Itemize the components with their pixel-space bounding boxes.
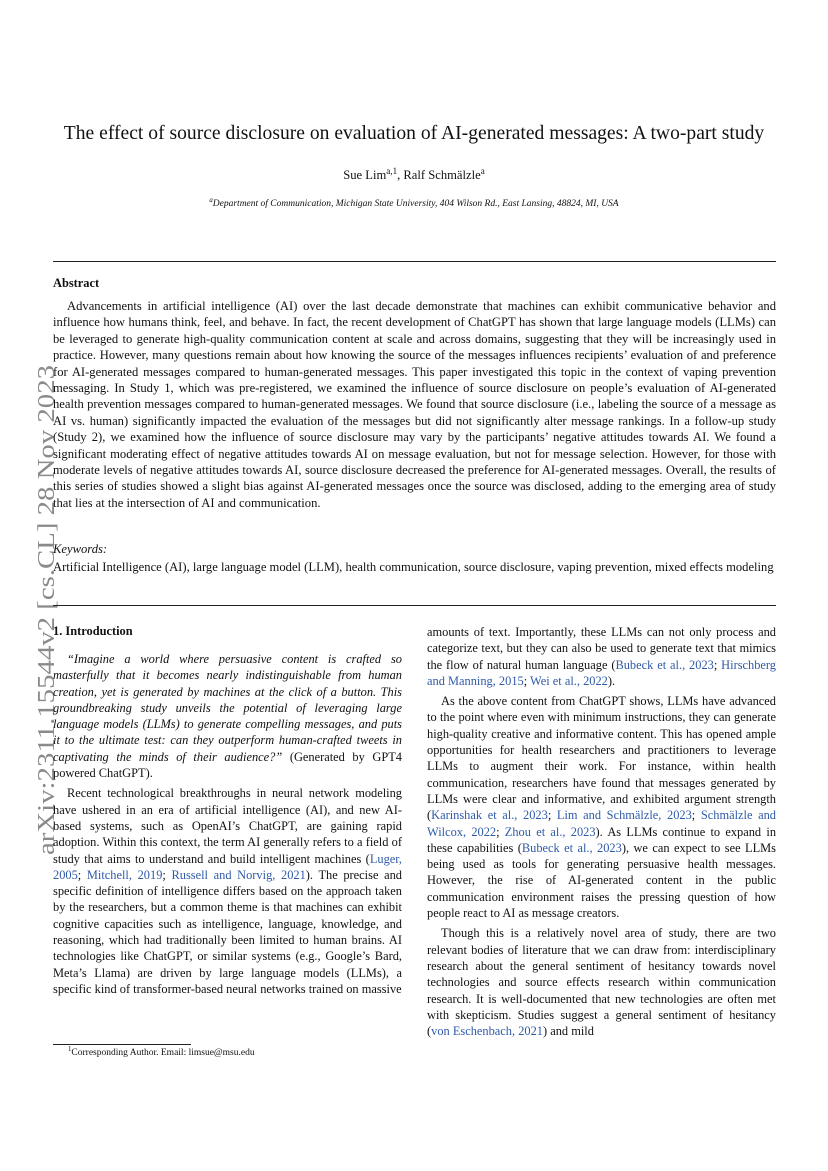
top-rule <box>53 261 776 262</box>
affiliation-text: Department of Communication, Michigan State University, 404 Wilson Rd., East Lansing, 48824, MI, USA <box>212 199 619 209</box>
intro-paragraph <box>53 785 402 997</box>
author-superscript: a,1 <box>386 165 398 176</box>
citation-link[interactable]: Russell and Norvig, 2021 <box>171 867 306 882</box>
citation-link[interactable]: Bubeck et al., 2023 <box>615 657 714 672</box>
abstract-body: Advancements in artificial intelligence (AI) over the last decade demonstrate that machines can exhibit communicative behavior and influence how humans think, feel, and behave. In fact, the recent development of ChatGPT has shown that large language models (LLMs) can be leveraged to generate high-quality communication content at scale and across domains, suggesting that they will be increasingly used in practice. However, many questions remain about how knowing the source of the messages influences recipients’ evaluation of and preference for AI-generated messages compared to human-generated messages. This paper investigated this topic in the context of vaping prevention messaging. In Study 1, which was pre-registered, we examined the influence of source disclosure on people’s evaluation of AI-generated health prevention messages compared to human-generated messages. We found that source disclosure (i.e., labeling the source of a message as AI vs. human) significantly impacted the evaluation of the messages but did not significantly alter message rankings. In a follow-up study (Study 2), we examined how the influence of source disclosure may vary by the participants’ negative attitudes towards AI. We found a significant moderating effect of negative attitudes towards AI on message evaluation, but not for message selection. However, for those with moderate levels of negative attitudes towards AI, source disclosure decreased the preference for AI-generated messages. Overall, the results of this series of studies showed a slight bias against AI-generated messages once the source was disclosed, adding to the emerging area of study that lies at the intersection of AI and communication. <box>53 299 776 510</box>
author-name: Ralf Schmälzle <box>403 168 481 182</box>
footnote-rule <box>53 1044 191 1045</box>
citation-separator: ; <box>713 657 722 672</box>
paragraph-text: ). The precise and specific definition of intelligence differs based on the approach taken by the researchers, but a common theme is that machines can exhibit cognitive capacities such as intelligence, language, knowledge, and reasoning, which had traditionally been limited to human brains. AI technologies like ChatGPT, or similar systems (e.g., Google’s Bard, Meta’s Llama) are driven by large language models (LLMs), a specific kind of transformer-based neural networks trained on massive <box>53 867 402 996</box>
left-column <box>53 624 402 1001</box>
footnote <box>68 1045 255 1058</box>
author-separator: , <box>397 168 404 182</box>
quote-source: (Generated by GPT4 powered ChatGPT). <box>53 749 402 781</box>
paper-title: The effect of source disclosure on evaluation of AI-generated messages: A two-part study <box>63 123 765 144</box>
intro-paragraph <box>427 925 776 1039</box>
section-heading: 1. Introduction <box>53 624 133 638</box>
citation-link[interactable]: Luger, 2005 <box>53 851 402 882</box>
citation-separator: ; <box>547 808 557 823</box>
citation-link[interactable]: Hirschberg and Manning, 2015 <box>427 657 776 688</box>
intro-paragraph <box>427 693 776 921</box>
citation-separator: ; <box>496 824 505 839</box>
citation-separator: ; <box>162 867 172 882</box>
footnote-superscript: 1 <box>68 1045 72 1053</box>
author-name: Sue Lim <box>343 168 387 182</box>
citation-link[interactable]: Mitchell, 2019 <box>86 867 163 882</box>
right-column <box>427 624 776 1043</box>
keywords-heading: Keywords: <box>53 542 108 556</box>
paragraph-text: amounts of text. Importantly, these LLMs can not only process and categorize text, but they can also be used to generate text that mimics the flow of natural human language ( <box>427 625 776 672</box>
citation-link[interactable]: Lim and Schmälzle, 2023 <box>556 808 692 823</box>
footnote-text: Corresponding Author. Email: limsue@msu.edu <box>71 1048 255 1058</box>
abstract-heading: Abstract <box>53 276 100 290</box>
paragraph-text: Recent technological breakthroughs in neural network modeling have ushered in an era of artificial intelligence (AI), and new AI-based systems, such as OpenAI’s ChatGPT, are gaining rapid adoption. Within this context, the term AI generally refers to a field of study that aims to understand and build intelligent machines ( <box>53 786 402 866</box>
paragraph-text: ) and mild <box>542 1024 594 1039</box>
author-list <box>52 165 776 183</box>
intro-paragraph <box>427 624 776 689</box>
intro-quote-paragraph <box>53 651 402 781</box>
citation-separator: ; <box>691 808 701 823</box>
paragraph-text: ), we can expect to see LLMs being used as tools for generating persuasive health messages. However, the rise of AI-generated content in the public communication environment raises the pressing question of how people react to AI as message creators. <box>427 840 776 921</box>
arxiv-id-text: arXiv:2311.15544v2 [cs.CL] 28 Nov 2023 <box>34 446 60 855</box>
citation-link[interactable]: von Eschenbach, 2021 <box>431 1024 543 1039</box>
citation-link[interactable]: Zhou et al., 2023 <box>504 824 596 839</box>
paragraph-text: ). As LLMs continue to expand in these capabilities ( <box>427 824 777 855</box>
paragraph-text: As the above content from ChatGPT shows, LLMs have advanced to the point where even with minimum instructions, they can generate high-quality creative and informative content. This has opened ample opportunities for health researchers and practitioners to leverage LLMs to augment their work. For instance, within health communication, researchers have found that messages generated by LLMs were clear and informative, and exhibited argument strength ( <box>427 694 776 823</box>
paragraph-text: Though this is a relatively novel area of study, there are two relevant bodies of literature that we can draw from: interdisciplinary research about the general sentiment of hesitancy towards novel technologies and source effects research within communication research. It is well-documented that new technologies are often met with skepticism. Studies suggest a general sentiment of hesitancy ( <box>427 926 776 1039</box>
author-superscript: a <box>480 165 485 176</box>
intro-quote: “Imagine a world where persuasive content is crafted so masterfully that it becomes nearly indistinguishable from human creation, yet is generated by machines at the click of a button. This groundbreaking study unveils the potential of leveraging large language models (LLMs) to generate compelling messages, and puts it to the ultimate test: can they outperform human-crafted tweets in captivating the minds of their audience?” <box>53 652 402 764</box>
citation-separator: ; <box>77 867 87 882</box>
citation-link[interactable]: Schmälzle and Wilcox, 2022 <box>427 808 776 839</box>
section-rule <box>53 605 776 606</box>
citation-link[interactable]: Karinshak et al., 2023 <box>431 808 548 823</box>
citation-separator: ; <box>523 673 531 688</box>
affiliation-superscript: a <box>209 196 213 204</box>
keywords-body: Artificial Intelligence (AI), large language model (LLM), health communication, source disclosure, vaping prevention, mixed effects modeling <box>53 560 774 574</box>
citation-link[interactable]: Wei et al., 2022 <box>530 673 608 688</box>
citation-link[interactable]: Bubeck et al., 2023 <box>521 840 622 855</box>
affiliation <box>52 196 776 209</box>
paragraph-text: ). <box>607 673 616 688</box>
